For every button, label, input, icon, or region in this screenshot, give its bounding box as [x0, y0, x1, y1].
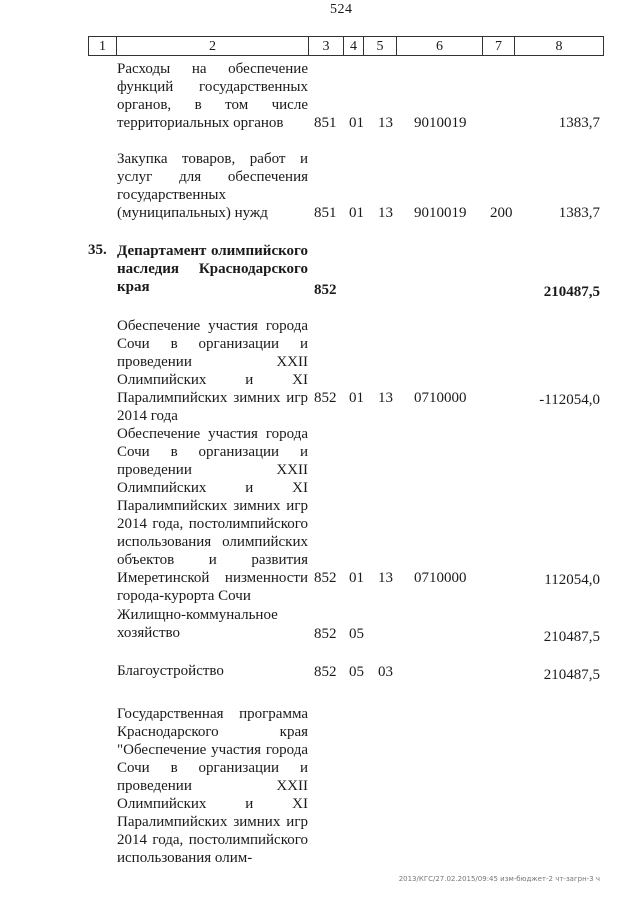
row-col-6: 9010019	[414, 205, 467, 221]
row-col-4: 01	[349, 205, 364, 221]
page-number: 524	[330, 2, 353, 17]
row-col-6: 0710000	[414, 570, 467, 586]
row-col-3: 852	[314, 282, 337, 298]
row-col-3: 851	[314, 205, 337, 221]
row-amount: 210487,5	[543, 284, 600, 300]
row-description: Закупка товаров, работ и услуг для обеспечения государственных (муниципальных) нужд	[117, 151, 308, 221]
table-header-row	[88, 36, 604, 58]
row-number: 35.	[88, 242, 107, 258]
row-description: Департамент олимпийского наследия Краснодарского края	[117, 243, 308, 295]
header-col-7: 7	[482, 36, 515, 56]
row-amount: 1383,7	[558, 115, 600, 131]
row-col-3: 852	[314, 664, 337, 680]
row-col-7: 200	[490, 205, 513, 221]
row-col-3: 852	[314, 570, 337, 586]
row-col-4: 05	[349, 626, 364, 642]
row-amount: 210487,5	[543, 667, 600, 683]
row-col-4: 05	[349, 664, 364, 680]
header-col-6: 6	[396, 36, 483, 56]
row-col-6: 0710000	[414, 390, 467, 406]
footer-stamp: 2013/КГС/27.02.2015/09:45 изм-бюджет-2 чт-загрн-3 ч	[398, 875, 600, 883]
row-col-3: 852	[314, 626, 337, 642]
row-amount: 1383,7	[558, 205, 600, 221]
header-col-1: 1	[88, 36, 117, 56]
row-col-5: 13	[378, 570, 393, 586]
row-amount: -112054,0	[539, 392, 600, 408]
row-col-5: 03	[378, 664, 393, 680]
header-col-2: 2	[116, 36, 309, 56]
row-col-4: 01	[349, 115, 364, 131]
row-col-3: 851	[314, 115, 337, 131]
row-description: Обеспечение участия города Сочи в организации и проведении XXII Олимпийских и XI Паралимпийских зимних игр 2014 года	[117, 318, 308, 424]
row-description: Расходы на обеспечение функций государственных органов, в том числе территориальных органов	[117, 61, 308, 131]
row-description: Государственная программа Краснодарского края "Обеспечение участия города Сочи в организации и проведении XXII Олимпийских и XI Паралимпийских зимних игр 2014 года, постолимпийского использования олим-	[117, 706, 308, 866]
row-description: Жилищно-коммунальное хозяйство	[117, 607, 278, 641]
header-col-5: 5	[363, 36, 397, 56]
row-col-5: 13	[378, 390, 393, 406]
row-col-5: 13	[378, 205, 393, 221]
header-col-3: 3	[308, 36, 344, 56]
row-description: Благоустройство	[117, 663, 224, 679]
header-col-8: 8	[514, 36, 604, 56]
header-col-4: 4	[343, 36, 364, 56]
row-col-4: 01	[349, 570, 364, 586]
row-col-5: 13	[378, 115, 393, 131]
row-col-4: 01	[349, 390, 364, 406]
row-description: Обеспечение участия города Сочи в организации и проведении XXII Олимпийских и XI Паралимпийских зимних игр 2014 года, постолимпийского использования олимпийских объектов и развития Имеретинской низменности города-курорта Сочи	[117, 426, 308, 604]
row-amount: 112054,0	[544, 572, 600, 588]
row-col-3: 852	[314, 390, 337, 406]
row-col-6: 9010019	[414, 115, 467, 131]
row-amount: 210487,5	[543, 629, 600, 645]
